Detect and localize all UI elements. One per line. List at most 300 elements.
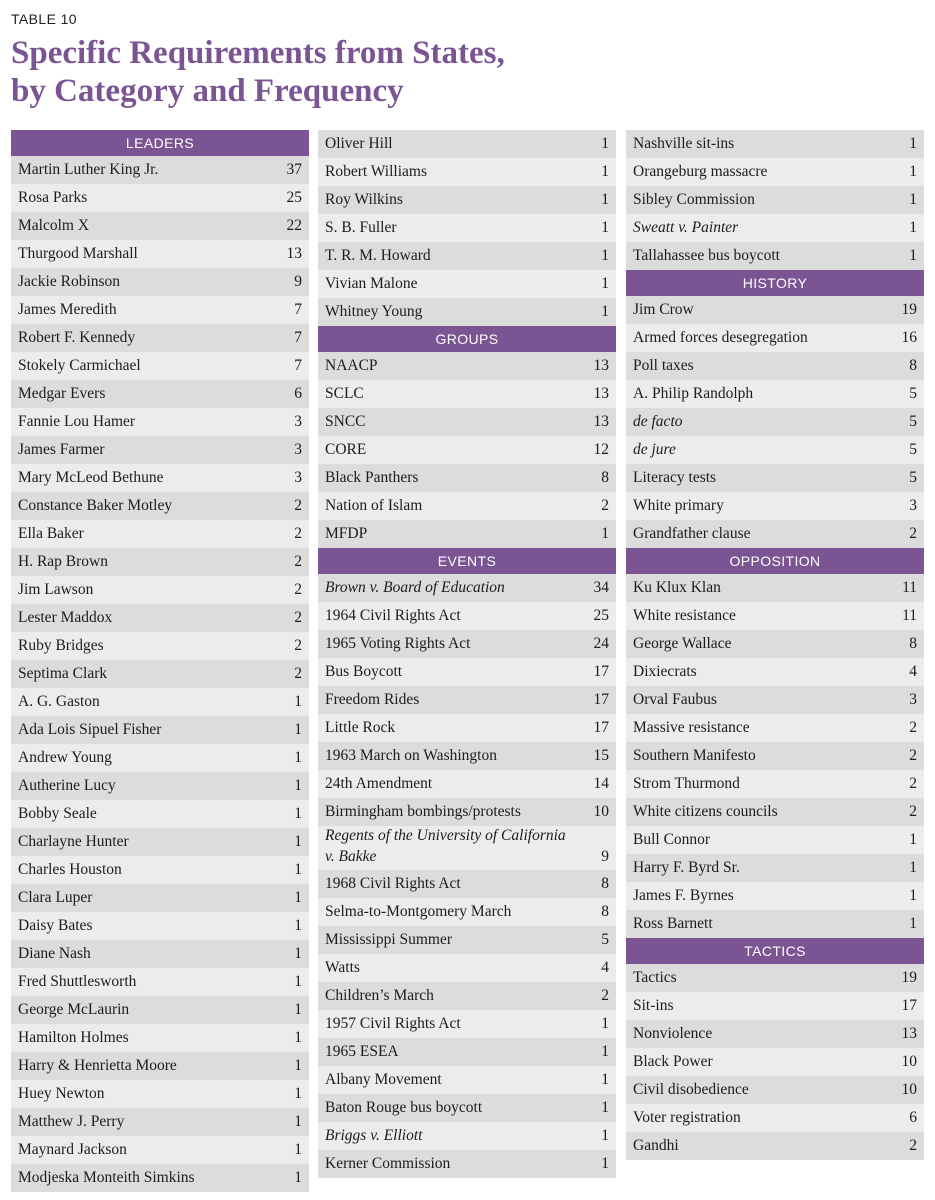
row-count: 1 [601, 191, 609, 208]
row-count: 11 [902, 579, 917, 596]
row-label: SCLC [325, 385, 364, 402]
row-count: 1 [601, 1127, 609, 1144]
table-row [318, 186, 616, 214]
row-count: 8 [601, 469, 609, 486]
table-row [318, 798, 616, 826]
row-count: 1 [601, 135, 609, 152]
row-count: 2 [294, 553, 302, 570]
table-row [318, 898, 616, 926]
row-count: 1 [601, 303, 609, 320]
table-row [11, 968, 309, 996]
category-header: OPPOSITION [626, 548, 924, 574]
table-row [626, 324, 924, 352]
table-row [626, 574, 924, 602]
row-label: Autherine Lucy [18, 777, 116, 794]
row-label: 1968 Civil Rights Act [325, 875, 461, 892]
row-count: 13 [286, 245, 302, 262]
table-row [318, 1010, 616, 1038]
row-count: 9 [294, 273, 302, 290]
row-label: George McLaurin [18, 1001, 130, 1018]
row-label: Ella Baker [18, 525, 84, 542]
row-label: Regents of the University of California v. Bakke [325, 827, 566, 865]
row-label: Bus Boycott [325, 663, 403, 680]
table-row [318, 298, 616, 326]
table-row [626, 714, 924, 742]
row-label: Ada Lois Sipuel Fisher [18, 721, 162, 738]
row-count: 2 [294, 581, 302, 598]
row-count: 12 [593, 441, 609, 458]
table-row [11, 212, 309, 240]
row-label: Harry F. Byrd Sr. [633, 859, 740, 876]
table-row [11, 1052, 309, 1080]
table-row [626, 464, 924, 492]
row-label: Southern Manifesto [633, 747, 756, 764]
row-count: 6 [294, 385, 302, 402]
table-row [626, 214, 924, 242]
row-label: Mary McLeod Bethune [18, 469, 164, 486]
row-count: 1 [294, 777, 302, 794]
row-count: 2 [294, 497, 302, 514]
row-label: 1964 Civil Rights Act [325, 607, 461, 624]
table-column-3 [626, 130, 924, 1160]
row-count: 17 [593, 691, 609, 708]
table-row [626, 686, 924, 714]
table-row [626, 186, 924, 214]
row-label: Watts [325, 959, 360, 976]
row-label: CORE [325, 441, 367, 458]
row-label: Grandfather clause [633, 525, 751, 542]
row-count: 1 [294, 889, 302, 906]
table-row [318, 270, 616, 298]
row-count: 8 [909, 357, 917, 374]
table-label: TABLE 10 [11, 11, 77, 27]
table-row [11, 1108, 309, 1136]
row-count: 1 [294, 973, 302, 990]
row-label: SNCC [325, 413, 366, 430]
row-count: 2 [909, 803, 917, 820]
row-count: 3 [294, 469, 302, 486]
table-row [318, 1066, 616, 1094]
row-label: Hamilton Holmes [18, 1029, 129, 1046]
table-title [11, 34, 711, 110]
table-row [11, 912, 309, 940]
row-count: 1 [294, 1113, 302, 1130]
row-count: 1 [294, 1057, 302, 1074]
row-count: 1 [601, 1043, 609, 1060]
table-row [318, 1150, 616, 1178]
row-label: Dixiecrats [633, 663, 697, 680]
row-label: George Wallace [633, 635, 732, 652]
row-count: 13 [901, 1025, 917, 1042]
row-label: Armed forces desegregation [633, 329, 808, 346]
row-label: James Farmer [18, 441, 105, 458]
table-row [11, 380, 309, 408]
table-row [11, 492, 309, 520]
row-count: 1 [601, 275, 609, 292]
row-count: 2 [294, 637, 302, 654]
row-label: Briggs v. Elliott [325, 1127, 423, 1144]
table-row [11, 744, 309, 772]
row-label: Andrew Young [18, 749, 112, 766]
row-count: 1 [294, 721, 302, 738]
row-label: Oliver Hill [325, 135, 393, 152]
table-row [11, 940, 309, 968]
table-row [626, 242, 924, 270]
table-row [318, 870, 616, 898]
table-row [11, 996, 309, 1024]
table-row [11, 436, 309, 464]
table-row [318, 492, 616, 520]
table-row [11, 632, 309, 660]
row-count: 9 [601, 848, 609, 865]
row-label: Tallahassee bus boycott [633, 247, 780, 264]
row-label: Massive resistance [633, 719, 750, 736]
row-label: Ross Barnett [633, 915, 713, 932]
table-row [318, 982, 616, 1010]
row-count: 1 [294, 1169, 302, 1186]
row-count: 1 [294, 805, 302, 822]
row-label: Jim Crow [633, 301, 694, 318]
table-row [318, 658, 616, 686]
row-label: 1957 Civil Rights Act [325, 1015, 461, 1032]
row-label: Poll taxes [633, 357, 694, 374]
row-label: Birmingham bombings/protests [325, 803, 521, 820]
table-row [318, 158, 616, 186]
row-count: 16 [901, 329, 917, 346]
row-label: Constance Baker Motley [18, 497, 173, 514]
table-row [626, 882, 924, 910]
table-row [318, 954, 616, 982]
row-count: 3 [294, 441, 302, 458]
row-count: 8 [601, 875, 609, 892]
table-row [626, 964, 924, 992]
row-count: 3 [294, 413, 302, 430]
row-label: Black Power [633, 1053, 713, 1070]
table-row [11, 716, 309, 744]
row-count: 17 [901, 997, 917, 1014]
row-label: Daisy Bates [18, 917, 93, 934]
row-label: Diane Nash [18, 945, 91, 962]
row-count: 11 [902, 607, 917, 624]
row-count: 2 [909, 719, 917, 736]
row-label: Strom Thurmond [633, 775, 740, 792]
row-label: Martin Luther King Jr. [18, 161, 159, 178]
row-count: 1 [601, 163, 609, 180]
row-count: 5 [601, 931, 609, 948]
row-label: Huey Newton [18, 1085, 105, 1102]
row-label: Matthew J. Perry [18, 1113, 125, 1130]
table-row [318, 686, 616, 714]
row-label: Albany Movement [325, 1071, 442, 1088]
row-count: 2 [601, 497, 609, 514]
row-label: Jackie Robinson [18, 273, 121, 290]
row-count: 10 [901, 1053, 917, 1070]
row-label: James Meredith [18, 301, 117, 318]
row-label: Medgar Evers [18, 385, 106, 402]
table-row [11, 464, 309, 492]
row-count: 25 [593, 607, 609, 624]
table-row [11, 576, 309, 604]
table-row [11, 1024, 309, 1052]
row-label: Jim Lawson [18, 581, 94, 598]
row-label: James F. Byrnes [633, 887, 734, 904]
row-count: 10 [593, 803, 609, 820]
category-header: GROUPS [318, 326, 616, 352]
row-count: 1 [294, 917, 302, 934]
row-label: Mississippi Summer [325, 931, 453, 948]
table-row [318, 1038, 616, 1066]
row-label: Nation of Islam [325, 497, 423, 514]
table-row [626, 130, 924, 158]
row-label: Black Panthers [325, 469, 419, 486]
row-count: 5 [909, 469, 917, 486]
row-label: Charles Houston [18, 861, 122, 878]
row-count: 1 [294, 1085, 302, 1102]
table-row [318, 520, 616, 548]
table-title-line-2: by Category and Frequency [11, 73, 404, 109]
row-count: 1 [294, 1001, 302, 1018]
table-row [11, 1136, 309, 1164]
row-count: 7 [294, 301, 302, 318]
table-row [626, 158, 924, 186]
table-row [626, 380, 924, 408]
table-title-line-1: Specific Requirements from States, [11, 35, 505, 71]
row-label: Selma-to-Montgomery March [325, 903, 512, 920]
row-count: 5 [909, 385, 917, 402]
table-row [318, 380, 616, 408]
row-label: A. Philip Randolph [633, 385, 754, 402]
row-count: 1 [601, 525, 609, 542]
category-header: TACTICS [626, 938, 924, 964]
row-label: T. R. M. Howard [325, 247, 431, 264]
row-count: 7 [294, 329, 302, 346]
row-label: Roy Wilkins [325, 191, 403, 208]
table-row [626, 408, 924, 436]
table-row [11, 660, 309, 688]
row-label: Stokely Carmichael [18, 357, 141, 374]
row-label: 24th Amendment [325, 775, 433, 792]
row-count: 5 [909, 441, 917, 458]
row-label: Tactics [633, 969, 677, 986]
row-label: Robert F. Kennedy [18, 329, 136, 346]
row-count: 24 [593, 635, 609, 652]
row-label: Rosa Parks [18, 189, 88, 206]
table-row [11, 520, 309, 548]
table-row [318, 574, 616, 602]
row-count: 2 [294, 525, 302, 542]
row-label: Fannie Lou Hamer [18, 413, 136, 430]
table-row [626, 826, 924, 854]
row-count: 1 [601, 1155, 609, 1172]
row-count: 19 [901, 301, 917, 318]
row-label: 1965 Voting Rights Act [325, 635, 471, 652]
row-label: Harry & Henrietta Moore [18, 1057, 177, 1074]
row-count: 2 [294, 665, 302, 682]
table-row [626, 798, 924, 826]
row-count: 1 [909, 163, 917, 180]
table-row [318, 926, 616, 954]
row-label: Voter registration [633, 1109, 741, 1126]
row-label: Children’s March [325, 987, 434, 1004]
row-label: Bull Connor [633, 831, 711, 848]
row-count: 1 [909, 831, 917, 848]
row-count: 1 [294, 945, 302, 962]
row-count: 25 [286, 189, 302, 206]
row-count: 37 [286, 161, 302, 178]
row-label: Sibley Commission [633, 191, 755, 208]
table-row [318, 714, 616, 742]
row-count: 1 [601, 247, 609, 264]
row-label: Civil disobedience [633, 1081, 749, 1098]
table-row [626, 492, 924, 520]
row-label: Kerner Commission [325, 1155, 451, 1172]
row-count: 4 [909, 663, 917, 680]
table-row [626, 742, 924, 770]
row-count: 2 [294, 609, 302, 626]
table-row [318, 826, 616, 870]
row-label: Bobby Seale [18, 805, 97, 822]
row-label: Ku Klux Klan [633, 579, 721, 596]
row-count: 8 [909, 635, 917, 652]
row-count: 13 [593, 357, 609, 374]
row-count: 1 [909, 135, 917, 152]
row-label: White primary [633, 497, 724, 514]
table-row [11, 296, 309, 324]
row-label: Nonviolence [633, 1025, 713, 1042]
row-label: Orval Faubus [633, 691, 717, 708]
row-count: 2 [909, 747, 917, 764]
row-count: 1 [909, 887, 917, 904]
table-row [318, 602, 616, 630]
row-count: 1 [294, 693, 302, 710]
row-label: Malcolm X [18, 217, 90, 234]
row-count: 22 [286, 217, 302, 234]
row-count: 17 [593, 719, 609, 736]
table-row [11, 856, 309, 884]
table-row [318, 1094, 616, 1122]
row-count: 1 [601, 1015, 609, 1032]
category-header: LEADERS [11, 130, 309, 156]
row-count: 7 [294, 357, 302, 374]
row-label: Brown v. Board of Education [325, 579, 505, 596]
row-label: MFDP [325, 525, 368, 542]
row-label: Ruby Bridges [18, 637, 104, 654]
table-row [626, 992, 924, 1020]
table-row [318, 436, 616, 464]
row-count: 1 [909, 915, 917, 932]
row-count: 8 [601, 903, 609, 920]
row-count: 4 [601, 959, 609, 976]
row-count: 1 [294, 861, 302, 878]
table-row [626, 658, 924, 686]
table-column-1 [11, 130, 309, 1192]
table-row [318, 464, 616, 492]
table-row [11, 1164, 309, 1192]
row-count: 1 [294, 1029, 302, 1046]
table-row [11, 1080, 309, 1108]
table-row [626, 630, 924, 658]
row-count: 3 [909, 691, 917, 708]
table-row [626, 1020, 924, 1048]
table-row [318, 242, 616, 270]
row-count: 13 [593, 413, 609, 430]
row-count: 14 [593, 775, 609, 792]
table-row [11, 240, 309, 268]
row-count: 2 [909, 1137, 917, 1154]
row-label: NAACP [325, 357, 378, 374]
row-count: 1 [601, 1071, 609, 1088]
row-label: Gandhi [633, 1137, 679, 1154]
table-row [318, 630, 616, 658]
table-row [11, 772, 309, 800]
row-label: Septima Clark [18, 665, 108, 682]
row-label: Lester Maddox [18, 609, 113, 626]
table-row [626, 296, 924, 324]
table-row [11, 268, 309, 296]
row-count: 10 [901, 1081, 917, 1098]
table-row [318, 130, 616, 158]
table-row [11, 156, 309, 184]
row-label: Clara Luper [18, 889, 93, 906]
row-label: Little Rock [325, 719, 396, 736]
table-row [626, 854, 924, 882]
table-row [11, 688, 309, 716]
table-row [626, 1132, 924, 1160]
table-row [626, 520, 924, 548]
table-row [626, 910, 924, 938]
row-count: 1 [909, 859, 917, 876]
row-label: Thurgood Marshall [18, 245, 138, 262]
table-row [318, 352, 616, 380]
row-label: H. Rap Brown [18, 553, 108, 570]
row-count: 5 [909, 413, 917, 430]
row-label: Fred Shuttlesworth [18, 973, 137, 990]
row-label: Orangeburg massacre [633, 163, 768, 180]
row-label: 1963 March on Washington [325, 747, 497, 764]
row-count: 34 [593, 579, 609, 596]
row-label: Robert Williams [325, 163, 427, 180]
table-row [11, 352, 309, 380]
row-count: 1 [294, 1141, 302, 1158]
category-header: EVENTS [318, 548, 616, 574]
table-row [626, 1048, 924, 1076]
row-count: 2 [601, 987, 609, 1004]
row-label: 1965 ESEA [325, 1043, 399, 1060]
row-count: 1 [601, 1099, 609, 1116]
table-row [626, 1076, 924, 1104]
row-label: White resistance [633, 607, 736, 624]
table-column-2 [318, 130, 616, 1178]
table-row [11, 800, 309, 828]
table-row [318, 1122, 616, 1150]
row-label: Baton Rouge bus boycott [325, 1099, 483, 1116]
row-label: Sit-ins [633, 997, 674, 1014]
row-count: 2 [909, 775, 917, 792]
row-count: 6 [909, 1109, 917, 1126]
row-label: S. B. Fuller [325, 219, 397, 236]
table-row [11, 828, 309, 856]
row-count: 1 [909, 219, 917, 236]
row-count: 1 [294, 749, 302, 766]
row-label: de facto [633, 413, 683, 430]
table-row [11, 324, 309, 352]
table-row [318, 214, 616, 242]
table-row [626, 436, 924, 464]
row-count: 17 [593, 663, 609, 680]
row-label: Literacy tests [633, 469, 717, 486]
table-row [626, 770, 924, 798]
row-label: Freedom Rides [325, 691, 420, 708]
